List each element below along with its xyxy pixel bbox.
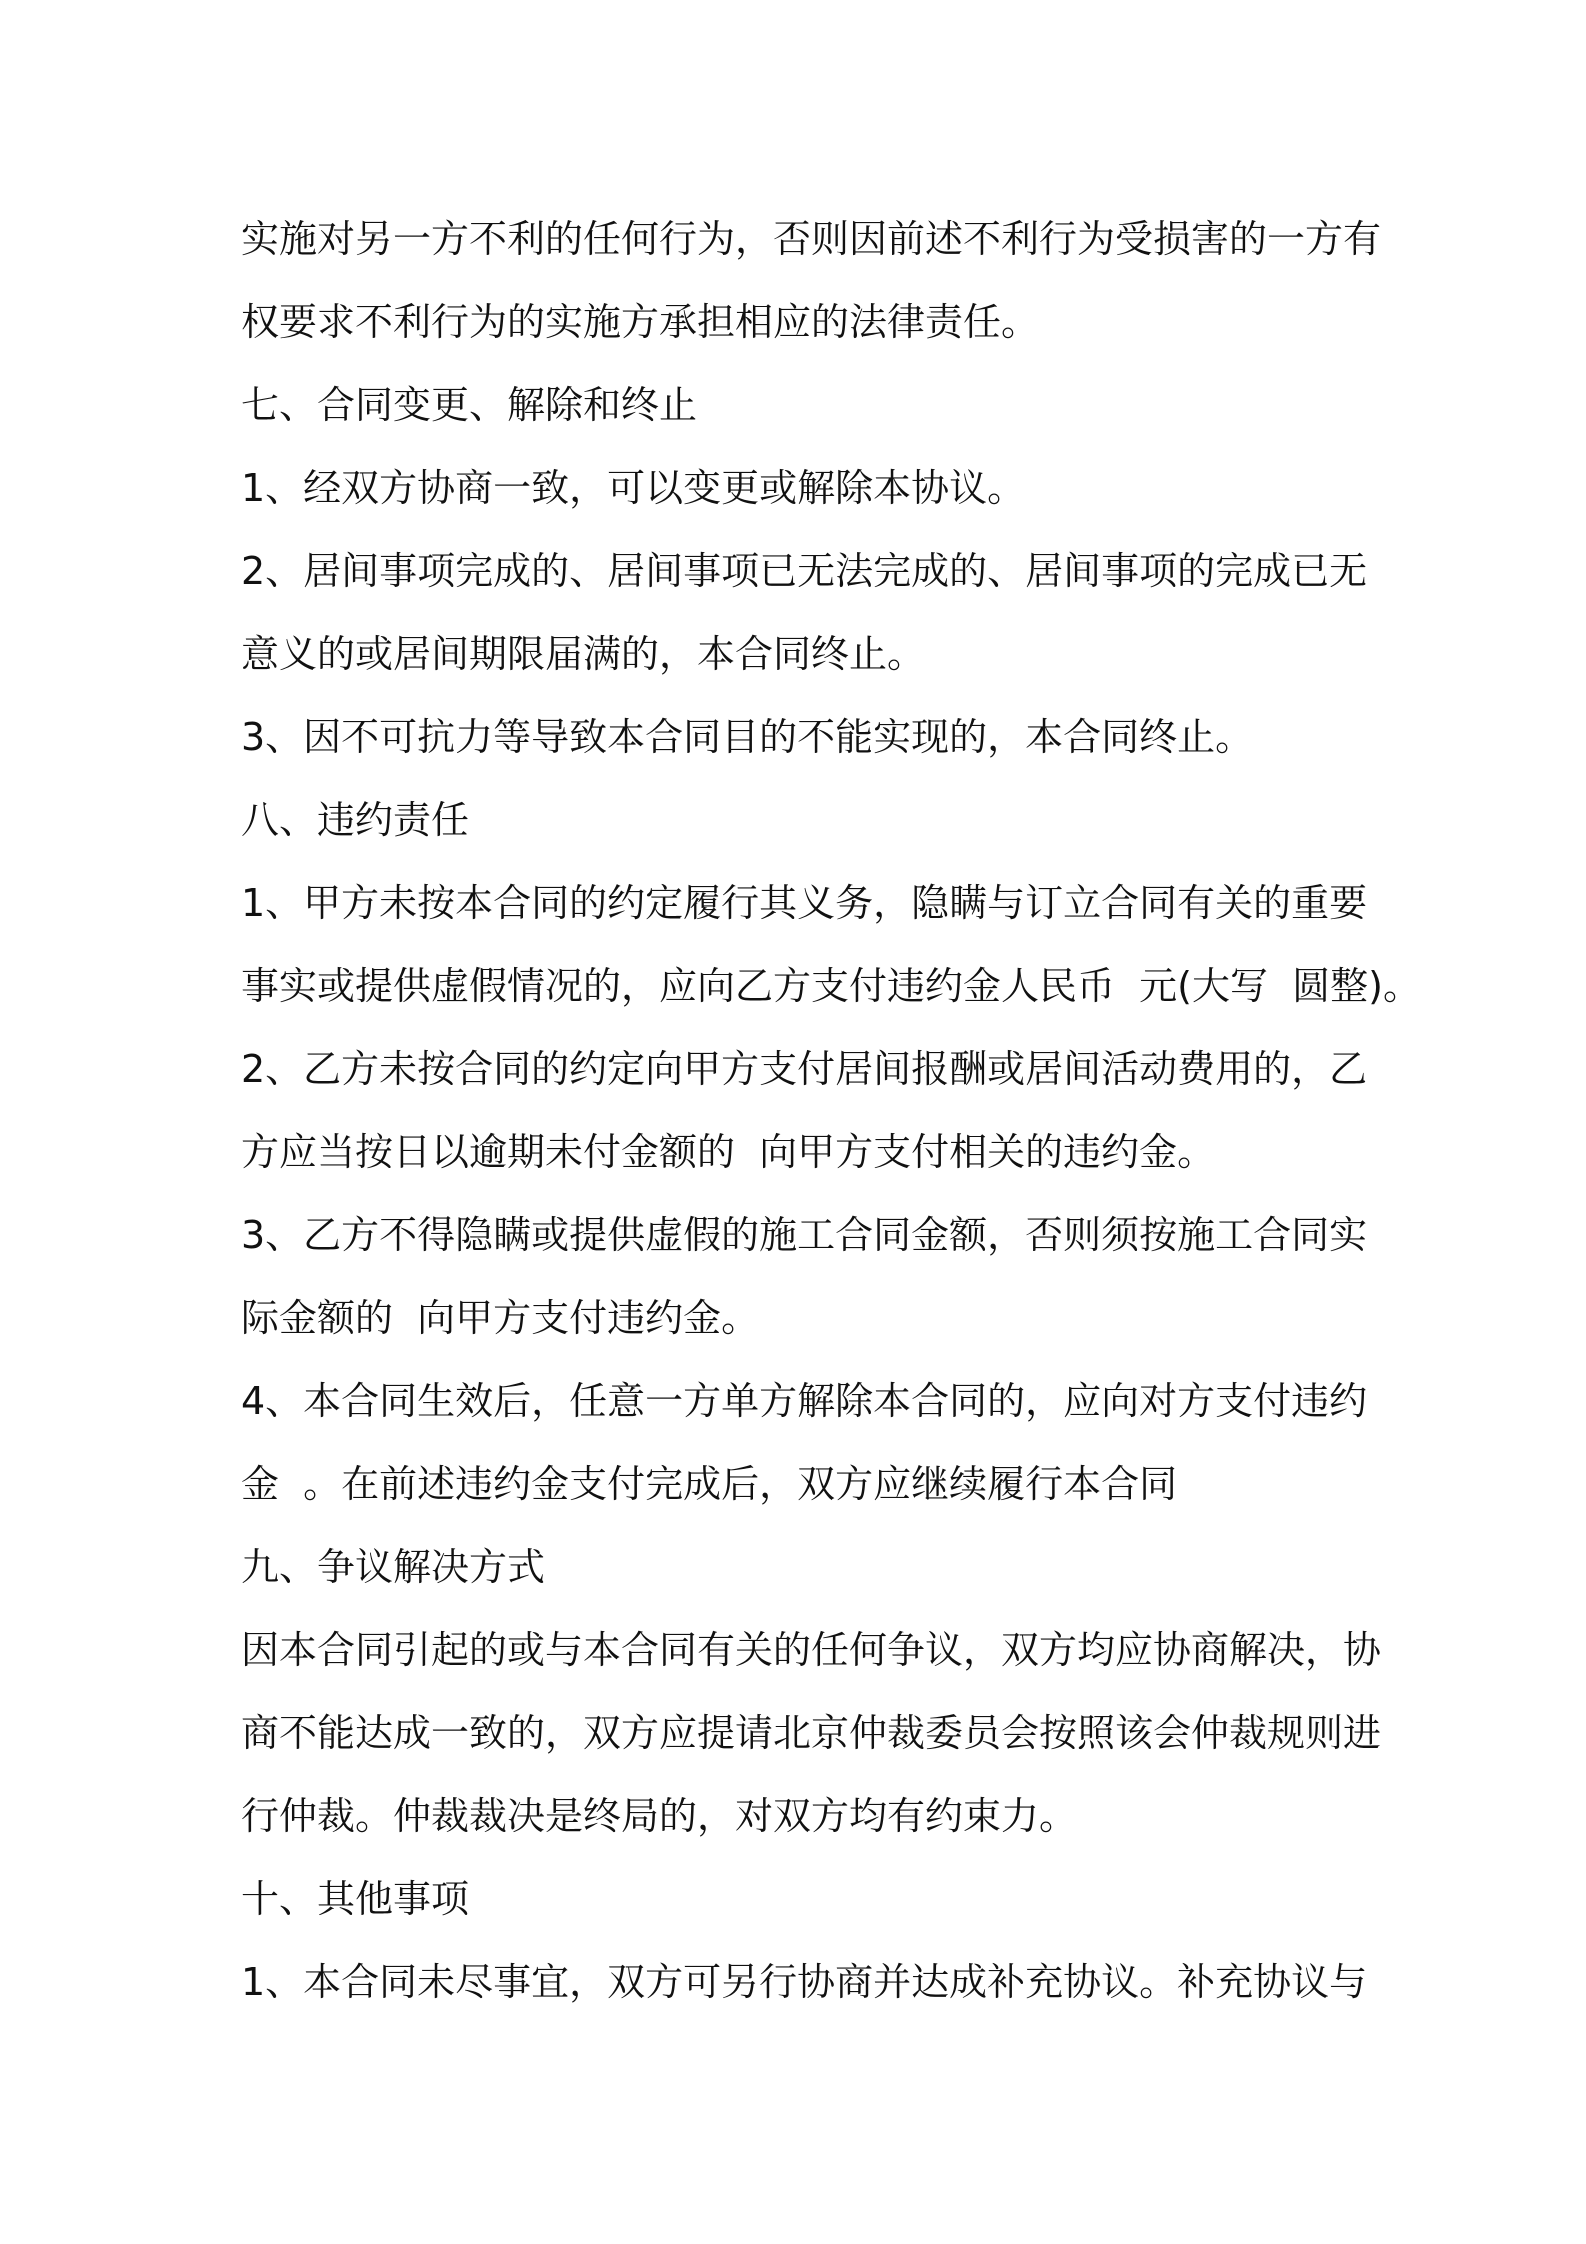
paragraph-line: 商不能达成一致的，双方应提请北京仲裁委员会按照该会仲裁规则进: [241, 1711, 1382, 1755]
paragraph-line: 行仲裁。仲裁裁决是终局的，对双方均有约束力。: [241, 1794, 1078, 1838]
clause-line: 际金额的 向甲方支付违约金。: [241, 1296, 760, 1340]
clause-line: 2、居间事项完成的、居间事项已无法完成的、居间事项的完成已无: [241, 549, 1368, 593]
paragraph-line: 实施对另一方不利的任何行为，否则因前述不利行为受损害的一方有: [241, 217, 1382, 261]
section-heading: 七、合同变更、解除和终止: [241, 383, 698, 427]
clause-line: 方应当按日以逾期未付金额的 向甲方支付相关的违约金。: [241, 1130, 1216, 1174]
clause-line: 金 。在前述违约金支付完成后，双方应继续履行本合同: [241, 1462, 1178, 1506]
clause-line: 1、本合同未尽事宜，双方可另行协商并达成补充协议。补充协议与: [241, 1960, 1368, 2004]
clause-line: 3、因不可抗力等导致本合同目的不能实现的，本合同终止。: [241, 715, 1254, 759]
section-heading: 八、违约责任: [241, 798, 470, 842]
contract-text: [241, 198, 1421, 2024]
section-heading: 十、其他事项: [241, 1877, 470, 1921]
clause-line: 事实或提供虚假情况的，应向乙方支付违约金人民币 元(大写 圆整)。: [241, 964, 1421, 1008]
paragraph-line: 因本合同引起的或与本合同有关的任何争议，双方均应协商解决，协: [241, 1628, 1382, 1672]
section-heading: 九、争议解决方式: [241, 1545, 546, 1589]
paragraph-line: 权要求不利行为的实施方承担相应的法律责任。: [241, 300, 1040, 344]
clause-line: 3、乙方不得隐瞒或提供虚假的施工合同金额，否则须按施工合同实: [241, 1213, 1368, 1257]
clause-line: 2、乙方未按合同的约定向甲方支付居间报酬或居间活动费用的，乙: [241, 1047, 1368, 1091]
clause-line: 1、甲方未按本合同的约定履行其义务，隐瞒与订立合同有关的重要: [241, 881, 1368, 925]
clause-line: 意义的或居间期限届满的，本合同终止。: [241, 632, 926, 676]
clause-line: 4、本合同生效后，任意一方单方解除本合同的，应向对方支付违约: [241, 1379, 1368, 1423]
clause-line: 1、经双方协商一致，可以变更或解除本协议。: [241, 466, 1026, 510]
